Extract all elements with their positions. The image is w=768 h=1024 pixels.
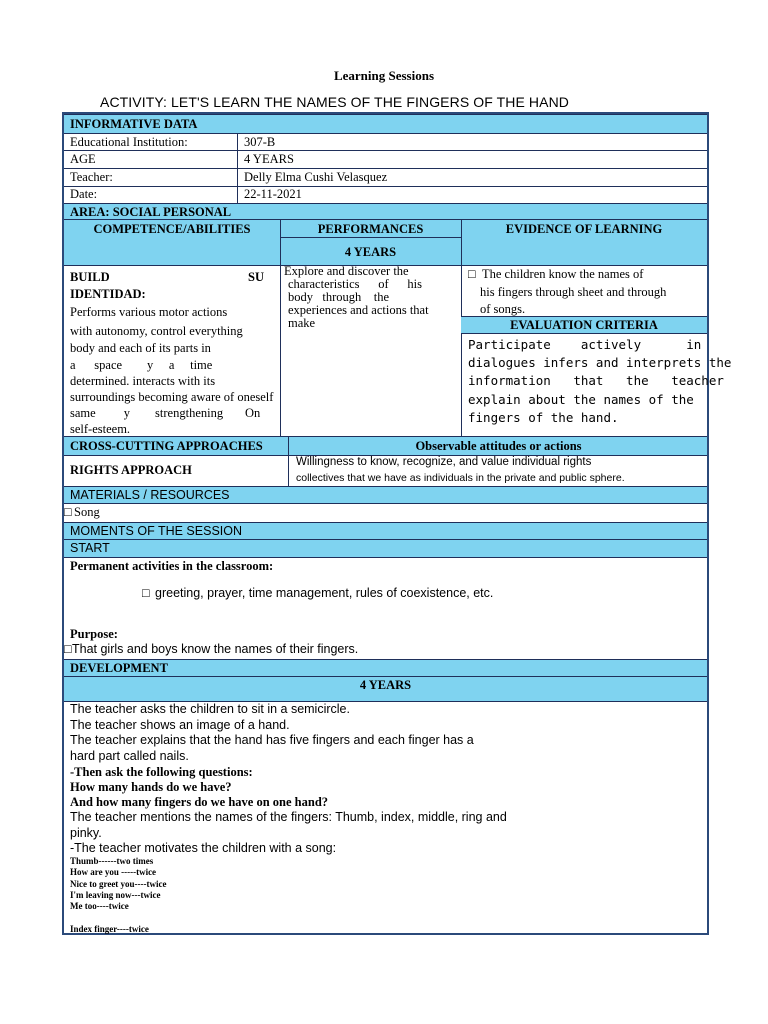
permanent-activities: greeting, prayer, time management, rules of coexistence, etc.: [155, 586, 494, 600]
permanent-bullet-icon: □: [142, 586, 150, 600]
development-line: hard part called nails.: [70, 749, 189, 763]
competence-title-identidad: IDENTIDAD:: [70, 287, 146, 301]
song-intro: -The teacher motivates the children with a song:: [70, 841, 337, 855]
performance-line: experiences and actions that: [288, 303, 429, 317]
info-value-teacher: Delly Elma Cushi Velasquez: [244, 170, 388, 184]
info-value-date: 22-11-2021: [244, 187, 302, 201]
info-value-institution: 307-B: [244, 135, 276, 149]
rights-approach: RIGHTS APPROACH: [70, 463, 192, 477]
evaluation-criteria-header: EVALUATION CRITERIA: [461, 316, 707, 334]
moments-header: MOMENTS OF THE SESSION: [64, 522, 707, 540]
area-header: AREA: SOCIAL PERSONAL: [64, 203, 707, 220]
evidence-line: The children know the names of: [482, 267, 644, 281]
info-label-teacher: Teacher:: [70, 170, 113, 184]
development-header: DEVELOPMENT: [64, 659, 707, 677]
informative-data-header: INFORMATIVE DATA: [64, 114, 707, 134]
col-evidence: EVIDENCE OF LEARNING: [505, 222, 663, 236]
evaluation-line: dialogues infers and interprets the: [468, 355, 732, 370]
questions-intro: -Then ask the following questions:: [70, 765, 253, 779]
attitude-line: collectives that we have as individuals in the private and public sphere.: [296, 472, 625, 484]
performance-line: Explore and discover the: [284, 264, 409, 278]
session-table: [62, 112, 732, 935]
competence-title-build: BUILD: [70, 270, 110, 284]
materials-bullet-icon: □: [64, 505, 72, 519]
info-label-date: Date:: [70, 187, 98, 201]
materials-header: MATERIALS / RESOURCES: [64, 486, 707, 504]
fingers-mention: pinky.: [70, 826, 102, 840]
competence-line: determined. interacts with its: [70, 374, 216, 388]
evaluation-line: explain about the names of the: [468, 392, 694, 407]
competence-title-su: SU: [248, 270, 264, 284]
evaluation-line: information that the teacher: [468, 373, 724, 388]
song-line: Index finger----twice: [70, 924, 149, 934]
song-line: Nice to greet you----twice: [70, 879, 167, 889]
info-label-age: AGE: [70, 152, 96, 166]
competence-line: surroundings becoming aware of oneself: [70, 390, 274, 404]
development-age-header: 4 YEARS: [64, 677, 707, 702]
purpose-bullet-icon: □: [64, 642, 72, 656]
competence-line: with autonomy, control everything: [70, 324, 243, 338]
info-value-age: 4 YEARS: [244, 152, 294, 166]
col-competence: COMPETENCE/ABILITIES: [93, 222, 251, 236]
evidence-bullet-icon: □: [468, 267, 476, 281]
development-line: The teacher shows an image of a hand.: [70, 718, 290, 732]
fingers-mention: The teacher mentions the names of the fingers: Thumb, index, middle, ring and: [70, 810, 507, 824]
development-line: The teacher asks the children to sit in a semicircle.: [70, 702, 350, 716]
cross-cutting-header: CROSS-CUTTING APPROACHES Observable attitudes or actions: [64, 436, 707, 456]
question-1: How many hands do we have?: [70, 780, 232, 794]
info-label-institution: Educational Institution:: [70, 135, 188, 149]
purpose-title: Purpose:: [70, 627, 118, 641]
question-2: And how many fingers do we have on one hand?: [70, 795, 329, 809]
competence-line: Performs various motor actions: [70, 305, 228, 319]
performances-age: 4 YEARS: [344, 245, 397, 259]
purpose-text: That girls and boys know the names of their fingers.: [72, 642, 359, 656]
performance-line: make: [288, 316, 316, 330]
song-line: I'm leaving now---twice: [70, 890, 161, 900]
evaluation-line: Participate actively in: [468, 337, 702, 352]
evidence-line: his fingers through sheet and through: [480, 285, 667, 299]
development-line: The teacher explains that the hand has five fingers and each finger has a: [70, 733, 474, 747]
document-title: Learning Sessions: [333, 68, 435, 83]
evaluation-line: fingers of the hand.: [468, 410, 619, 425]
song-line: Me too----twice: [70, 901, 129, 911]
attitude-line: Willingness to know, recognize, and value individual rights: [296, 456, 592, 468]
activity-title: ACTIVITY: LET'S LEARN THE NAMES OF THE FINGERS OF THE HAND: [100, 94, 569, 110]
permanent-title: Permanent activities in the classroom:: [70, 559, 274, 573]
evidence-line: of songs.: [480, 302, 526, 316]
performance-line: characteristics of his: [288, 277, 422, 291]
competence-line: same y strengthening On: [70, 406, 261, 420]
start-header: START: [64, 540, 707, 558]
competence-line: self-esteem.: [70, 422, 131, 436]
competence-line: a space y a time: [70, 358, 213, 372]
song-line: Thumb------two times: [70, 856, 154, 866]
col-performances: PERFORMANCES: [317, 222, 424, 236]
competence-line: body and each of its parts in: [70, 341, 211, 355]
song-line: How are you -----twice: [70, 867, 157, 877]
materials-item: Song: [74, 505, 100, 519]
performance-line: body through the: [288, 290, 390, 304]
attitudes-header: Observable attitudes or actions: [415, 439, 582, 453]
